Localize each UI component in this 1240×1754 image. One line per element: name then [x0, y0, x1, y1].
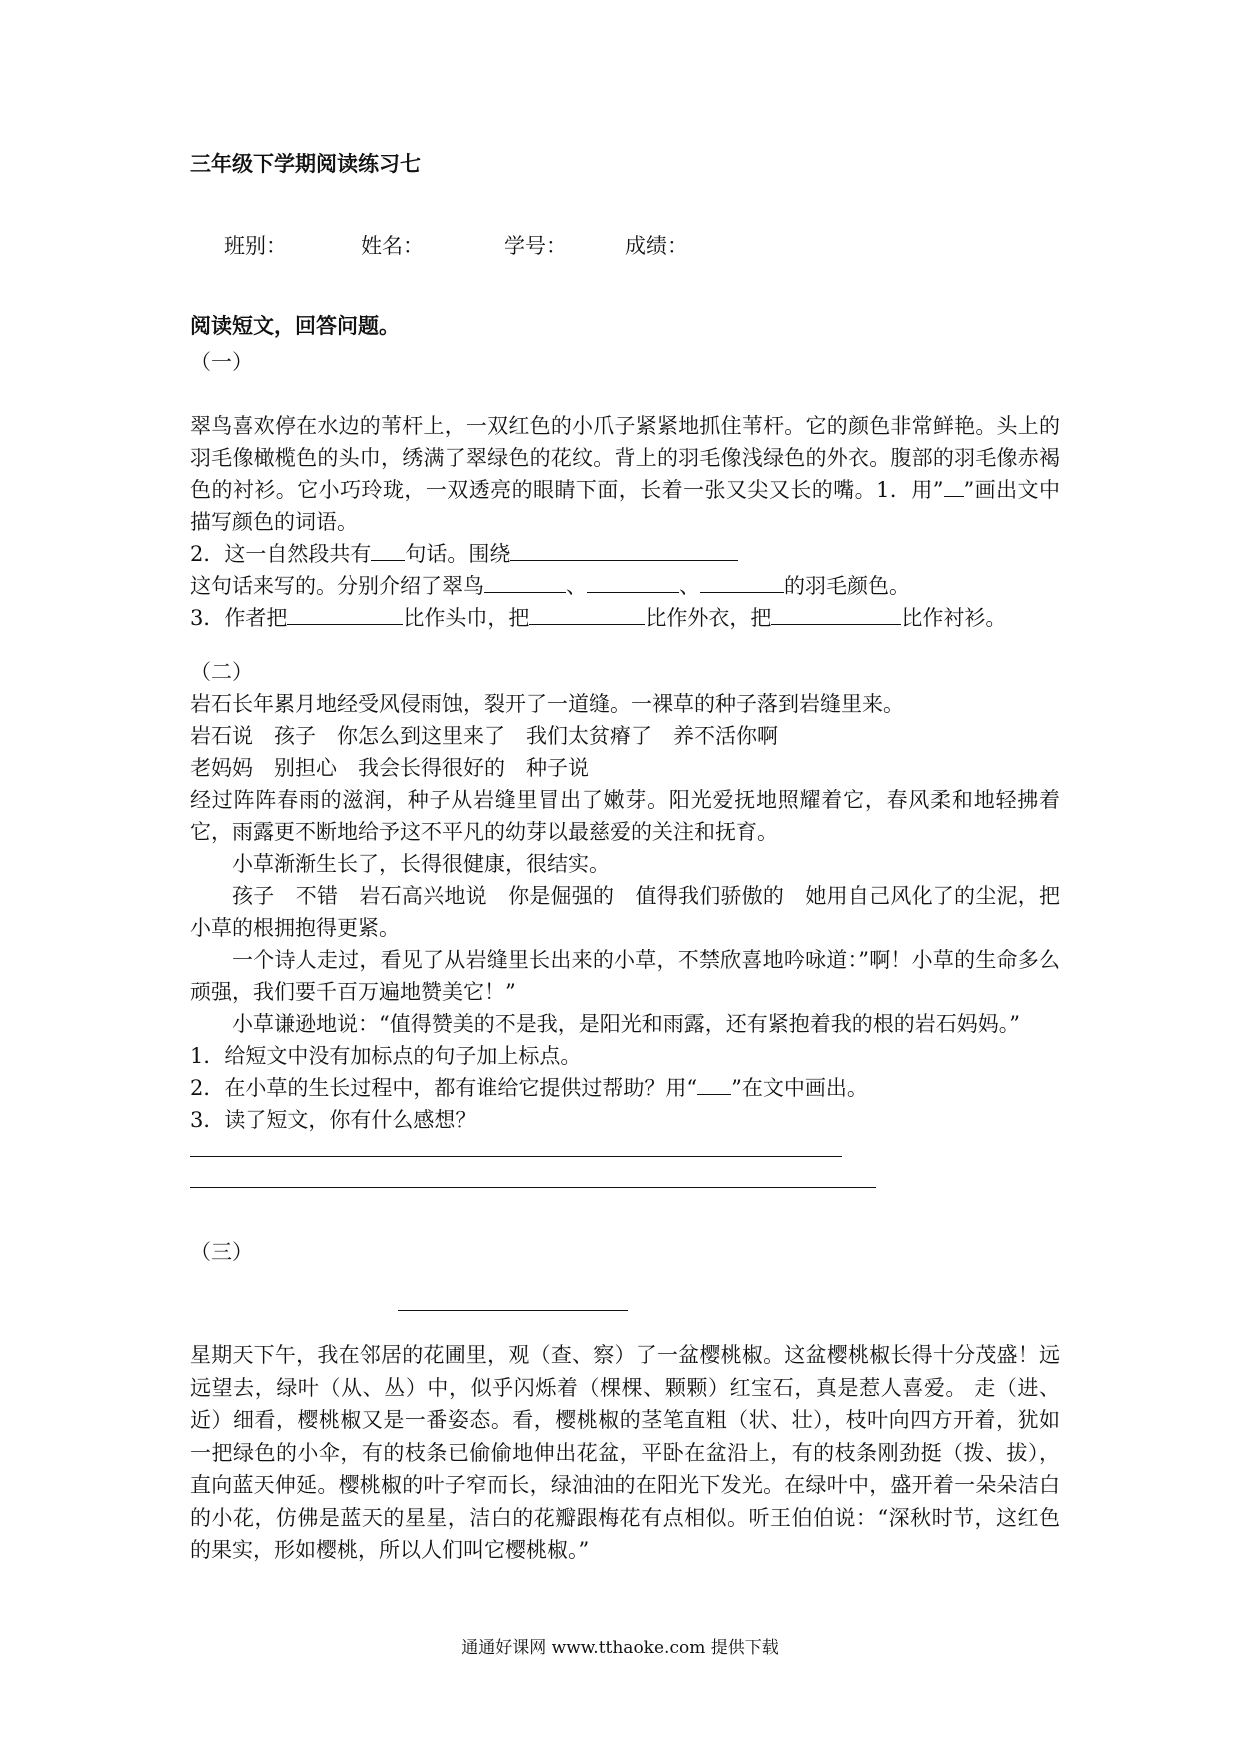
q2-text-d: 的羽毛颜色。: [784, 574, 910, 598]
student-number-label: 学号：: [504, 234, 567, 258]
q3-text-c: 比作外衣，把: [645, 606, 772, 630]
answer-line-1[interactable]: [190, 1156, 842, 1157]
color-blank-1[interactable]: [484, 570, 566, 593]
name-label: 姓名：: [361, 234, 424, 258]
section-2-para-6: 孩子 不错 岩石高兴地说 你是倔强的 值得我们骄傲的 她用自己风化了的尘泥，把小草的根拥抱得更紧。: [190, 884, 1060, 940]
section-2-para-1: 岩石长年累月地经受风侵雨蚀，裂开了一道缝。一裸草的种子落到岩缝里来。: [190, 692, 904, 716]
q2-sep-1: 、: [566, 574, 587, 598]
section-1-passage: [190, 410, 1060, 538]
simile-blank-3[interactable]: [771, 602, 901, 625]
section-3-passage: 星期天下午，我在邻居的花圃里，观（查、察）了一盆樱桃椒。这盆樱桃椒长得十分茂盛！远远望去，绿叶（从、丛）中，似乎闪烁着（棵棵、颗颗）红宝石，真是惹人喜爱。 走（进、近）细看，樱桃椒又是一番姿态。看，樱桃椒的茎笔直粗（状、壮），枝叶向四方开着，犹如一把绿色的小伞，有的枝条已偷偷地伸出花盆，平卧在盆沿上，有的枝条刚劲挺（拨、拔），直向蓝天伸延。樱桃椒的叶子窄而长，绿油油的在阳光下发光。在绿叶中，盛开着一朵朵洁白的小花，仿佛是蓝天的星星，洁白的花瓣跟梅花有点相似。听王伯伯说：“深秋时节，这红色的果实，形如樱桃，所以人们叫它樱桃椒。”: [190, 1343, 1060, 1562]
section-1-label: （一）: [190, 350, 253, 374]
instruction: 阅读短文，回答问题。: [190, 313, 400, 338]
worksheet-title: 三年级下学期阅读练习七: [190, 151, 421, 176]
q3-text-b: 比作头巾，把: [403, 606, 530, 630]
question-1-2: [190, 538, 1060, 570]
underline-mark-sample: [944, 474, 964, 497]
score-label: 成绩：: [625, 234, 688, 258]
q2-sep-2: 、: [679, 574, 700, 598]
section-3-label: （三）: [190, 1240, 253, 1264]
section-2: [190, 656, 1060, 1188]
section-1-passage-end: ”画出文中描写颜色的词语。: [190, 478, 1060, 534]
question-2-1: 1．给短文中没有加标点的句子加上标点。: [190, 1044, 582, 1068]
section-1: [190, 346, 1060, 634]
section-2-para-8: 小草谦逊地说：“值得赞美的不是我，是阳光和雨露，还有紧抱着我的根的岩石妈妈。”: [232, 1012, 1020, 1036]
topic-sentence-blank[interactable]: [510, 538, 738, 561]
sentence-count-blank[interactable]: [371, 538, 405, 561]
q2-text-c: 这句话来写的。分别介绍了翠鸟: [190, 574, 484, 598]
simile-blank-2[interactable]: [529, 602, 645, 625]
section-3: [190, 1236, 1060, 1567]
student-info-row: [190, 230, 1060, 260]
q3-text-a: 3．作者把: [190, 606, 288, 630]
section-2-para-7: 一个诗人走过，看见了从岩缝里长出来的小草，不禁欣喜地吟咏道：”啊！小草的生命多么顽强，我们要千百万遍地赞美它！”: [190, 948, 1060, 1004]
class-label: 班别：: [224, 234, 287, 258]
q2-2-text-a: 2．在小草的生长过程中，都有谁给它提供过帮助？用“: [190, 1076, 698, 1100]
section-1-passage-text: 翠鸟喜欢停在水边的苇杆上，一双红色的小爪子紧紧地抓住苇杆。它的颜色非常鲜艳。头上的羽毛像橄榄色的头巾，绣满了翠绿色的花纹。背上的羽毛像浅绿色的外衣。腹部的羽毛像赤褐色的衬衫。它小巧玲珑，一双透亮的眼睛下面，长着一张又尖又长的嘴。1．用”: [190, 414, 1060, 502]
color-blank-3[interactable]: [700, 570, 784, 593]
question-2-2: [190, 1072, 1060, 1104]
question-2-3: 3．读了短文，你有什么感想？: [190, 1108, 477, 1132]
footer-source: 通通好课网 www.tthaoke.com 提供下载: [461, 1638, 779, 1658]
section-2-para-3: 老妈妈 别担心 我会长得很好的 种子说: [190, 756, 589, 780]
section-2-para-5: 小草渐渐生长了，长得很健康，很结实。: [232, 852, 610, 876]
q3-text-d: 比作衬衫。: [901, 606, 1007, 630]
q2-text-b: 句话。围绕: [405, 542, 511, 566]
helper-underline-mark: [697, 1072, 731, 1095]
section-2-label: （二）: [190, 660, 253, 684]
section-2-para-4: 经过阵阵春雨的滋润，种子从岩缝里冒出了嫩芽。阳光爱抚地照耀着它，春风柔和地轻拂着它，雨露更不断地给予这不平凡的幼芽以最慈爱的关注和抚育。: [190, 788, 1060, 844]
question-1-2-cont: [190, 570, 1060, 602]
color-blank-2[interactable]: [587, 570, 679, 593]
section-2-para-2: 岩石说 孩子 你怎么到这里来了 我们太贫瘠了 养不活你啊: [190, 724, 778, 748]
q2-2-text-b: ”在文中画出。: [731, 1076, 868, 1100]
question-1-3: [190, 602, 1060, 634]
simile-blank-1[interactable]: [287, 602, 403, 625]
q2-text-a: 2．这一自然段共有: [190, 542, 372, 566]
worksheet-content: [190, 148, 1060, 1567]
